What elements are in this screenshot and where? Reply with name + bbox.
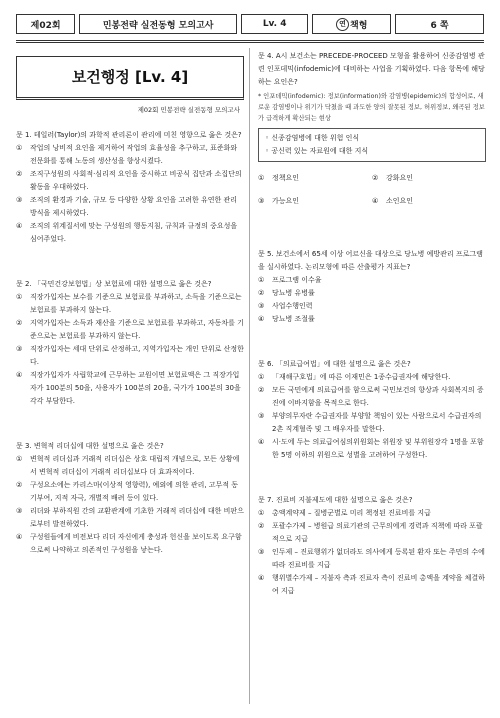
question-1 [16, 129, 244, 246]
round-label: 제02회 [16, 14, 75, 34]
level-label: Lv. 4 [241, 14, 308, 34]
column-divider [249, 48, 250, 704]
footnote: * 인포데믹(infodemic): 정보(information)와 감염병(epidemic)의 합성어로, 새로운 감염병이나 위기가 닥쳤을 때 과도한 양의 잘못된 정보, 허위정보, 왜곡된 정보가 급격하게 확산되는 현상 [258, 93, 485, 122]
booklet-type-mark: 연 [336, 18, 349, 31]
option[interactable]: ④ 당뇨병 조절률 [258, 315, 315, 323]
option[interactable]: ② 당뇨병 유병률 [258, 289, 315, 297]
question-4 [258, 50, 486, 208]
exam-header [16, 14, 484, 34]
question-stem: 문 3. 변혁적 리더십에 대한 설명으로 옳은 것은? [16, 442, 164, 450]
option[interactable]: ② 강화요인 [372, 174, 414, 182]
question-5 [258, 248, 486, 326]
question-stem: 문 4. A시 보건소는 PRECEDE-PROCEED 모형을 활용하여 신종감염병 관련 인포데믹(infodemic)에 대비하는 사업을 기획하였다. 다음 항목에 해당하는 요인은? [258, 52, 485, 86]
option[interactable]: ④ 직장가입자가 사립학교에 근무하는 교원이면 보험료액은 그 직장가입자가 100분의 50을, 사용자가 100분의 20을, 국가가 100분의 30을 각각 부담한다. [16, 371, 241, 405]
option[interactable]: ① 변혁적 리더십과 거래적 리더십은 상호 대립적 개념으로, 모든 상황에서 변혁적 리더십이 거래적 리더십보다 더 효과적이다. [16, 455, 240, 476]
option[interactable]: ① 직장가입자는 보수를 기준으로 보험료를 부과하고, 소득을 기준으로는 보험료를 부과하지 않는다. [16, 293, 242, 314]
booklet-type [312, 14, 391, 34]
question-stem: 문 7. 진료비 지불제도에 대한 설명으로 옳은 것은? [258, 496, 413, 504]
question-stem: 문 6. 「의료급여법」에 대한 설명으로 옳은 것은? [258, 360, 411, 368]
option[interactable]: ① 총액계약제 – 질병군별로 미리 책정된 진료비를 지급 [258, 509, 431, 517]
option[interactable]: ④ 소인요인 [372, 197, 414, 205]
option[interactable]: ② 구성요소에는 카리스마(이상적 영향력), 예외에 의한 관리, 고무적 동기부여, 지적 자극, 개별적 배려 등이 있다. [16, 481, 239, 502]
question-stem: 문 5. 보건소에서 65세 이상 어르신을 대상으로 당뇨병 예방관리 프로그램을 실시하였다. 논리모형에 따른 산출평가 지표는? [258, 250, 483, 271]
exam-title: 민봉전략 실전동형 모의고사 [79, 14, 237, 34]
option[interactable]: ① 프로그램 이수율 [258, 276, 322, 284]
option[interactable]: ③ 부양의무자란 수급권자를 부양할 책임이 있는 사람으로서 수급권자의 2촌 직계혈족 및 그 배우자를 말한다. [258, 412, 482, 433]
right-column [258, 50, 486, 598]
box-line: ◦ 신종감염병에 대한 위험 인식 [265, 134, 360, 142]
option[interactable]: ④ 시·도에 두는 의료급여심의위원회는 위원장 및 부위원장각 1명을 포함한 5명 이하의 위원으로 성별을 고려하여 구성한다. [258, 438, 484, 459]
option[interactable]: ③ 가능요인 [258, 197, 300, 205]
question-2 [16, 278, 244, 408]
option[interactable]: ② 포괄수가제 – 병원급 의료기관의 근무의에게 경력과 직책에 따라 포괄적으로 지급 [258, 522, 483, 543]
booklet-type-label: 책형 [350, 20, 368, 31]
header-rule [16, 42, 484, 43]
option[interactable]: ③ 사업수행인력 [258, 302, 313, 310]
option[interactable]: ③ 인두제 – 진료행위가 없더라도 의사에게 등록된 환자 또는 주민의 수에 따라 진료비를 지급 [258, 548, 485, 569]
box-line: ◦ 공신력 있는 자료원에 대한 지식 [265, 147, 369, 155]
subject-subtitle: 제02회 민봉전략 실전동형 모의고사 [137, 106, 240, 114]
option-grid [258, 172, 486, 208]
question-3 [16, 440, 244, 557]
option[interactable]: ③ 직장가입자는 세대 단위로 산정하고, 지역가입자는 개인 단위로 산정한다. [16, 345, 244, 366]
option[interactable]: ④ 조직의 위계질서에 맞는 구성원의 행동지침, 규칙과 규정의 중요성을 심어주었다. [16, 222, 238, 243]
option[interactable]: ② 모든 국민에게 의료급여를 함으로써 국민보건의 향상과 사회복지의 증진에 이바지함을 목적으로 한다. [258, 386, 484, 407]
option[interactable]: ② 조직구성원의 사회적·심리적 요인을 중시하고 비공식 집단과 소집단의 활동을 우대하였다. [16, 170, 242, 191]
subject-title: 보건행정 [Lv. 4] [16, 56, 244, 100]
question-stem: 문 1. 테일러(Taylor)의 과학적 관리론이 관리에 미친 영향으로 옳은 것은? [16, 131, 242, 139]
item-box [258, 128, 486, 162]
left-column [16, 50, 244, 557]
header-rule [16, 40, 484, 41]
question-stem: 문 2. 「국민건강보험법」상 보험료에 대한 설명으로 옳은 것은? [16, 280, 212, 288]
option[interactable]: ④ 행위별수가제 – 지불자 측과 진료자 측이 진료비 총액을 계약을 체결하여 지급 [258, 574, 485, 595]
question-7 [258, 494, 486, 598]
option[interactable]: ① 「재해구호법」에 따른 이재민은 1종수급권자에 해당한다. [258, 373, 451, 381]
option[interactable]: ① 정책요인 [258, 174, 300, 182]
question-6 [258, 358, 486, 462]
option[interactable]: ② 지역가입자는 소득과 재산을 기준으로 보험료를 부과하고, 자동차를 기준으로는 보험료를 부과하지 않는다. [16, 319, 244, 340]
page-number: 6 쪽 [395, 14, 484, 34]
option[interactable]: ① 작업의 낭비적 요인을 제거하여 작업의 효율성을 추구하고, 표준화와 전문화를 통해 노동의 생산성을 향상시켰다. [16, 144, 238, 165]
option[interactable]: ③ 조직의 환경과 기술, 규모 등 다양한 상황 요인을 고려한 유연한 관리 방식을 제시하였다. [16, 196, 238, 217]
option[interactable]: ④ 구성원들에게 비전보다 리더 자신에게 충성과 헌신을 보이도록 요구함으로써 나약하고 의존적인 구성원을 낳는다. [16, 533, 242, 554]
option[interactable]: ③ 리더와 부하직원 간의 교환관계에 기초한 거래적 리더십에 대한 비판으로부터 발전하였다. [16, 507, 244, 528]
